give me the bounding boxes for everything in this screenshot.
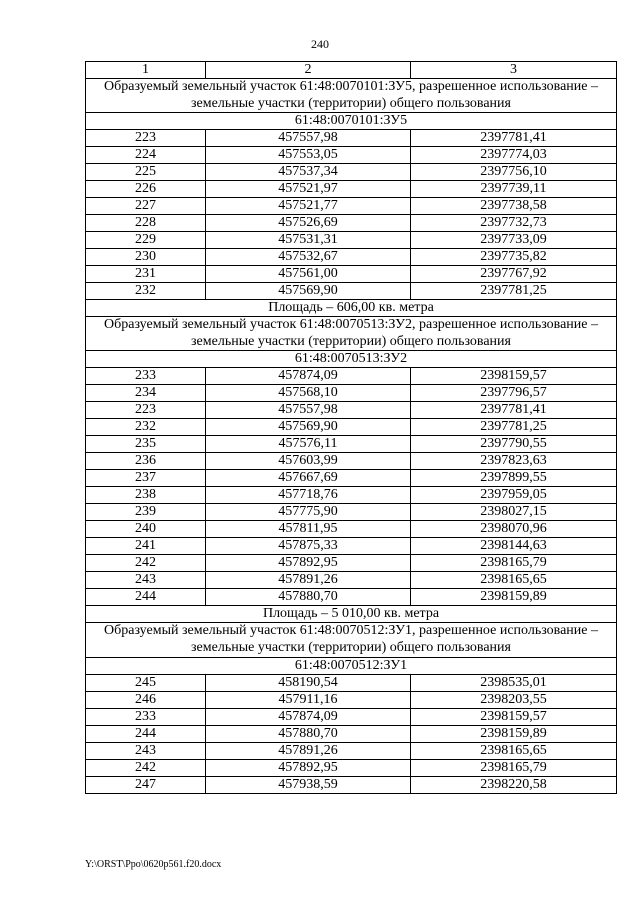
x-coordinate-cell: 457874,09 — [206, 368, 411, 385]
table-row — [86, 572, 617, 589]
section-description: Образуемый земельный участок 61:48:0070101:ЗУ5, разрешенное использование – земельные участки (территории) общего пользования — [86, 79, 617, 113]
y-coordinate-cell: 2398535,01 — [411, 674, 617, 691]
y-coordinate-cell: 2398220,58 — [411, 776, 617, 793]
point-number-cell: 234 — [86, 385, 206, 402]
point-number-cell: 242 — [86, 759, 206, 776]
y-coordinate-cell: 2397732,73 — [411, 215, 617, 232]
point-number-cell: 230 — [86, 249, 206, 266]
x-coordinate-cell: 457667,69 — [206, 470, 411, 487]
point-number-cell: 243 — [86, 742, 206, 759]
table-row — [86, 402, 617, 419]
point-number-cell: 232 — [86, 419, 206, 436]
table-row — [86, 691, 617, 708]
point-number-cell: 241 — [86, 538, 206, 555]
x-coordinate-cell: 458190,54 — [206, 674, 411, 691]
table-row — [86, 266, 617, 283]
header-cell-y: 3 — [411, 62, 617, 79]
table-row — [86, 589, 617, 606]
y-coordinate-cell: 2398165,79 — [411, 759, 617, 776]
table-row — [86, 249, 617, 266]
section-description-row — [86, 79, 617, 113]
point-number-cell: 243 — [86, 572, 206, 589]
point-number-cell: 240 — [86, 521, 206, 538]
x-coordinate-cell: 457526,69 — [206, 215, 411, 232]
point-number-cell: 238 — [86, 487, 206, 504]
y-coordinate-cell: 2398159,57 — [411, 708, 617, 725]
x-coordinate-cell: 457603,99 — [206, 453, 411, 470]
y-coordinate-cell: 2397796,57 — [411, 385, 617, 402]
table-row — [86, 181, 617, 198]
y-coordinate-cell: 2397823,63 — [411, 453, 617, 470]
point-number-cell: 225 — [86, 164, 206, 181]
x-coordinate-cell: 457875,33 — [206, 538, 411, 555]
x-coordinate-cell: 457561,00 — [206, 266, 411, 283]
y-coordinate-cell: 2397899,55 — [411, 470, 617, 487]
section-cadastral-number: 61:48:0070101:ЗУ5 — [86, 113, 617, 130]
x-coordinate-cell: 457938,59 — [206, 776, 411, 793]
y-coordinate-cell: 2398144,63 — [411, 538, 617, 555]
table-row — [86, 555, 617, 572]
point-number-cell: 237 — [86, 470, 206, 487]
y-coordinate-cell: 2397739,11 — [411, 181, 617, 198]
section-area: Площадь – 5 010,00 кв. метра — [86, 606, 617, 623]
y-coordinate-cell: 2398165,65 — [411, 742, 617, 759]
point-number-cell: 228 — [86, 215, 206, 232]
table-row — [86, 504, 617, 521]
y-coordinate-cell: 2397767,92 — [411, 266, 617, 283]
point-number-cell: 223 — [86, 402, 206, 419]
point-number-cell: 242 — [86, 555, 206, 572]
header-cell-point-number: 1 — [86, 62, 206, 79]
section-area: Площадь – 606,00 кв. метра — [86, 300, 617, 317]
section-cadastral-number-row — [86, 113, 617, 130]
table-row — [86, 283, 617, 300]
y-coordinate-cell: 2398159,89 — [411, 725, 617, 742]
section-description-row — [86, 623, 617, 657]
table-row — [86, 232, 617, 249]
x-coordinate-cell: 457569,90 — [206, 419, 411, 436]
table-row — [86, 674, 617, 691]
point-number-cell: 233 — [86, 708, 206, 725]
table-row — [86, 453, 617, 470]
x-coordinate-cell: 457911,16 — [206, 691, 411, 708]
table-row — [86, 215, 617, 232]
y-coordinate-cell: 2397781,41 — [411, 130, 617, 147]
y-coordinate-cell: 2398070,96 — [411, 521, 617, 538]
y-coordinate-cell: 2398165,79 — [411, 555, 617, 572]
table-row — [86, 164, 617, 181]
point-number-cell: 223 — [86, 130, 206, 147]
point-number-cell: 244 — [86, 725, 206, 742]
table-row — [86, 776, 617, 793]
table-row — [86, 147, 617, 164]
section-area-row — [86, 606, 617, 623]
point-number-cell: 236 — [86, 453, 206, 470]
coordinates-table — [85, 61, 617, 794]
x-coordinate-cell: 457811,95 — [206, 521, 411, 538]
table-row — [86, 368, 617, 385]
y-coordinate-cell: 2398165,65 — [411, 572, 617, 589]
file-path-footer: Y:\ORST\Ppo\0620p561.f20.docx — [85, 859, 222, 870]
x-coordinate-cell: 457718,76 — [206, 487, 411, 504]
x-coordinate-cell: 457557,98 — [206, 402, 411, 419]
x-coordinate-cell: 457891,26 — [206, 572, 411, 589]
section-cadastral-number: 61:48:0070512:ЗУ1 — [86, 657, 617, 674]
x-coordinate-cell: 457892,95 — [206, 555, 411, 572]
point-number-cell: 231 — [86, 266, 206, 283]
section-cadastral-number-row — [86, 351, 617, 368]
x-coordinate-cell: 457521,77 — [206, 198, 411, 215]
y-coordinate-cell: 2397781,41 — [411, 402, 617, 419]
x-coordinate-cell: 457892,95 — [206, 759, 411, 776]
x-coordinate-cell: 457537,34 — [206, 164, 411, 181]
table-row — [86, 487, 617, 504]
y-coordinate-cell: 2397781,25 — [411, 419, 617, 436]
point-number-cell: 239 — [86, 504, 206, 521]
x-coordinate-cell: 457557,98 — [206, 130, 411, 147]
point-number-cell: 246 — [86, 691, 206, 708]
table-row — [86, 725, 617, 742]
table-row — [86, 742, 617, 759]
x-coordinate-cell: 457569,90 — [206, 283, 411, 300]
point-number-cell: 245 — [86, 674, 206, 691]
y-coordinate-cell: 2397774,03 — [411, 147, 617, 164]
table-row — [86, 436, 617, 453]
point-number-cell: 226 — [86, 181, 206, 198]
page-number: 240 — [311, 37, 329, 51]
x-coordinate-cell: 457568,10 — [206, 385, 411, 402]
table-row — [86, 521, 617, 538]
x-coordinate-cell: 457775,90 — [206, 504, 411, 521]
y-coordinate-cell: 2397738,58 — [411, 198, 617, 215]
table-header-row — [86, 62, 617, 79]
x-coordinate-cell: 457874,09 — [206, 708, 411, 725]
x-coordinate-cell: 457880,70 — [206, 725, 411, 742]
x-coordinate-cell: 457532,67 — [206, 249, 411, 266]
y-coordinate-cell: 2397959,05 — [411, 487, 617, 504]
y-coordinate-cell: 2398159,57 — [411, 368, 617, 385]
x-coordinate-cell: 457553,05 — [206, 147, 411, 164]
table-row — [86, 419, 617, 436]
section-cadastral-number-row — [86, 657, 617, 674]
x-coordinate-cell: 457521,97 — [206, 181, 411, 198]
y-coordinate-cell: 2397733,09 — [411, 232, 617, 249]
y-coordinate-cell: 2397790,55 — [411, 436, 617, 453]
point-number-cell: 244 — [86, 589, 206, 606]
y-coordinate-cell: 2397756,10 — [411, 164, 617, 181]
point-number-cell: 247 — [86, 776, 206, 793]
x-coordinate-cell: 457891,26 — [206, 742, 411, 759]
x-coordinate-cell: 457576,11 — [206, 436, 411, 453]
y-coordinate-cell: 2397781,25 — [411, 283, 617, 300]
table-row — [86, 708, 617, 725]
point-number-cell: 227 — [86, 198, 206, 215]
section-cadastral-number: 61:48:0070513:ЗУ2 — [86, 351, 617, 368]
x-coordinate-cell: 457880,70 — [206, 589, 411, 606]
x-coordinate-cell: 457531,31 — [206, 232, 411, 249]
table-row — [86, 538, 617, 555]
point-number-cell: 224 — [86, 147, 206, 164]
section-area-row — [86, 300, 617, 317]
section-description: Образуемый земельный участок 61:48:0070513:ЗУ2, разрешенное использование – земельные участки (территории) общего пользования — [86, 317, 617, 351]
table-row — [86, 759, 617, 776]
y-coordinate-cell: 2398159,89 — [411, 589, 617, 606]
section-description: Образуемый земельный участок 61:48:0070512:ЗУ1, разрешенное использование – земельные участки (территории) общего пользования — [86, 623, 617, 657]
table-row — [86, 385, 617, 402]
point-number-cell: 232 — [86, 283, 206, 300]
y-coordinate-cell: 2398027,15 — [411, 504, 617, 521]
point-number-cell: 233 — [86, 368, 206, 385]
table-row — [86, 130, 617, 147]
y-coordinate-cell: 2398203,55 — [411, 691, 617, 708]
point-number-cell: 235 — [86, 436, 206, 453]
y-coordinate-cell: 2397735,82 — [411, 249, 617, 266]
table-row — [86, 198, 617, 215]
header-cell-x: 2 — [206, 62, 411, 79]
section-description-row — [86, 317, 617, 351]
point-number-cell: 229 — [86, 232, 206, 249]
table-row — [86, 470, 617, 487]
